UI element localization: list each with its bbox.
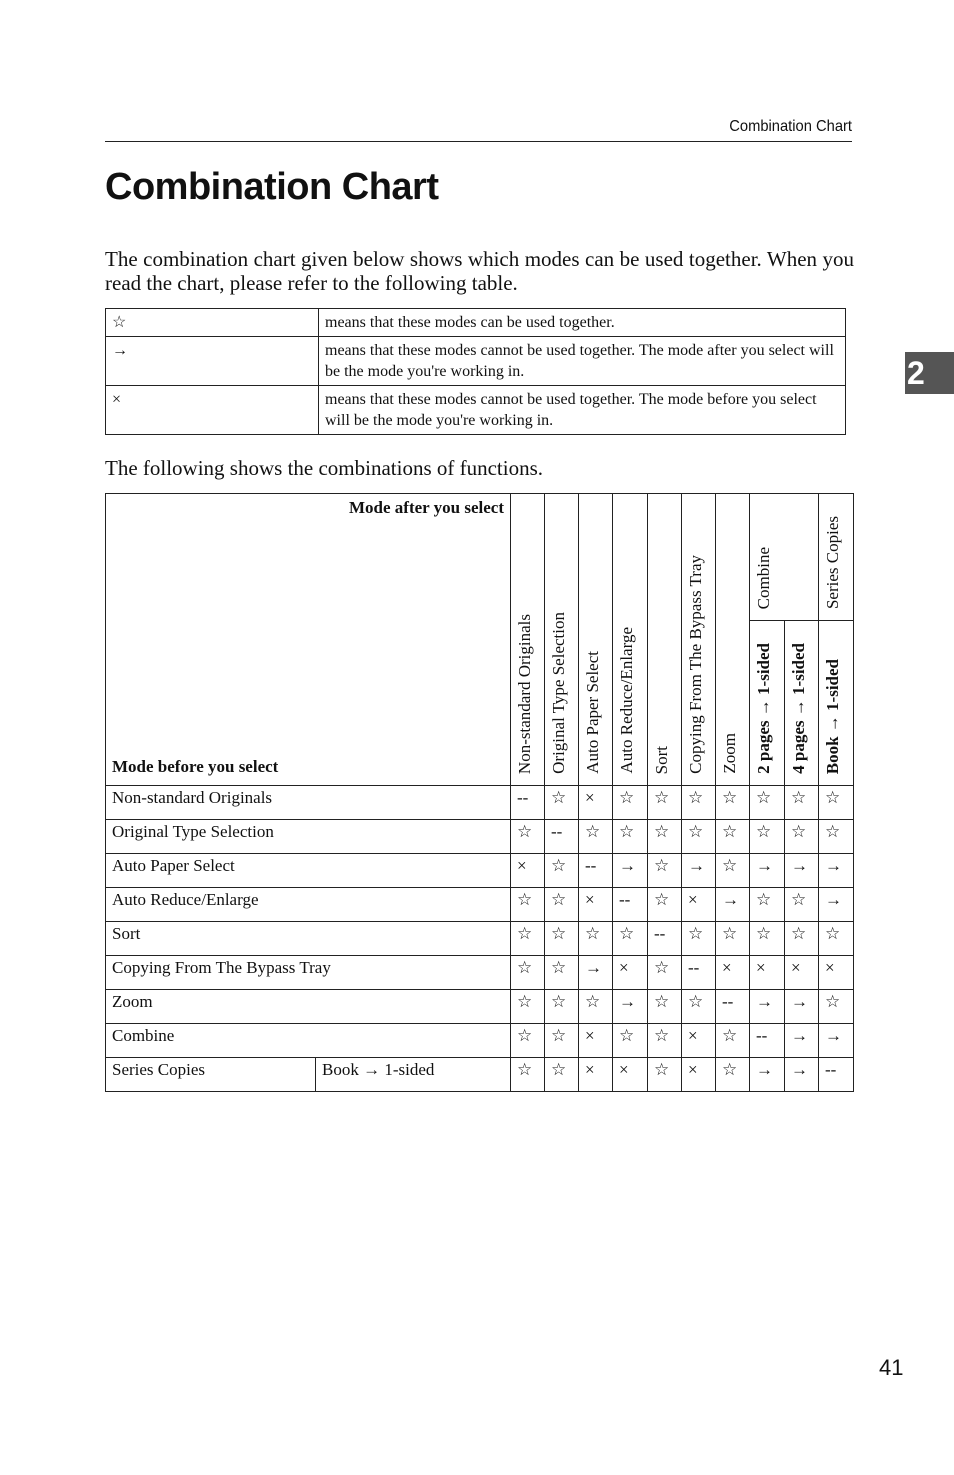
table-cell: ☆ (511, 922, 545, 956)
table-cell: ☆ (545, 786, 579, 820)
table-row (106, 820, 854, 854)
table-cell: × (785, 956, 819, 990)
table-cell: × (613, 1058, 648, 1092)
table-cell: ☆ (579, 990, 613, 1024)
row-label: Series Copies (106, 1058, 316, 1092)
table-cell: ☆ (716, 854, 750, 888)
table-cell: ☆ (545, 956, 579, 990)
table-cell: → (785, 990, 819, 1024)
table-cell: → (819, 888, 854, 922)
table-cell: ☆ (682, 820, 716, 854)
table-cell: × (682, 1024, 716, 1058)
table-cell: ☆ (613, 820, 648, 854)
col-header-book (819, 621, 854, 786)
table-cell: -- (750, 1024, 785, 1058)
legend-symbol: × (106, 386, 319, 435)
combination-table (105, 493, 854, 1092)
table-cell: → (785, 1024, 819, 1058)
row-sublabel: Book → 1-sided (316, 1058, 511, 1092)
legend-description: means that these modes cannot be used together. The mode before you select will be the mode you're working in. (319, 386, 846, 435)
table-cell: → (579, 956, 613, 990)
chapter-tab: 2 (905, 352, 954, 394)
row-label: Zoom (106, 990, 511, 1024)
intro-paragraph: The combination chart given below shows which modes can be used together. When you read the chart, please refer to the following table. (105, 247, 854, 295)
table-cell: ☆ (579, 922, 613, 956)
table-cell: ☆ (750, 922, 785, 956)
table-cell: -- (819, 1058, 854, 1092)
table-cell: ☆ (716, 1024, 750, 1058)
legend-description: means that these modes cannot be used together. The mode after you select will be the mode you're working in. (319, 337, 846, 386)
row-label: Non-standard Originals (106, 786, 511, 820)
table-cell: ☆ (648, 956, 682, 990)
table-cell: × (579, 786, 613, 820)
col-header-bypass-tray (682, 494, 716, 786)
table-cell: → (750, 854, 785, 888)
table-cell: ☆ (648, 786, 682, 820)
col-header-series-copies (819, 494, 854, 621)
table-cell: × (716, 956, 750, 990)
table-cell: ☆ (648, 820, 682, 854)
table-row (106, 956, 854, 990)
table-cell: ☆ (785, 888, 819, 922)
table-cell: → (819, 1024, 854, 1058)
row-label: Copying From The Bypass Tray (106, 956, 511, 990)
table-cell: ☆ (545, 1024, 579, 1058)
table-cell: ☆ (511, 888, 545, 922)
table-cell: ☆ (682, 922, 716, 956)
table-cell: → (750, 1058, 785, 1092)
legend-row (106, 309, 846, 337)
page-title: Combination Chart (105, 166, 439, 208)
table-cell: ☆ (648, 1058, 682, 1092)
col-label: 2 pages → 1-sided (754, 643, 773, 774)
col-label: Zoom (720, 733, 739, 774)
row-label: Combine (106, 1024, 511, 1058)
col-label: Auto Paper Select (583, 651, 602, 774)
col-label: Combine (754, 546, 773, 609)
table-row (106, 854, 854, 888)
header-corner (106, 494, 511, 786)
col-label: 4 pages → 1-sided (789, 643, 808, 774)
col-header-auto-paper (579, 494, 613, 786)
table-cell: ☆ (785, 786, 819, 820)
following-text: The following shows the combinations of functions. (105, 456, 544, 480)
table-row (106, 1058, 854, 1092)
legend-description: means that these modes can be used together. (319, 309, 846, 337)
table-cell: ☆ (613, 922, 648, 956)
table-cell: ☆ (716, 786, 750, 820)
page-number: 41 (879, 1355, 904, 1380)
table-cell: ☆ (819, 990, 854, 1024)
table-cell: ☆ (613, 1024, 648, 1058)
table-cell: -- (613, 888, 648, 922)
table-cell: × (579, 888, 613, 922)
table-cell: × (613, 956, 648, 990)
col-label: Sort (652, 745, 671, 774)
col-label: Non-standard Originals (515, 613, 534, 774)
table-cell: -- (545, 820, 579, 854)
col-header-2pages (750, 621, 785, 786)
mode-after-label: Mode after you select (349, 498, 504, 517)
col-header-auto-reduce (613, 494, 648, 786)
mode-before-label: Mode before you select (112, 757, 279, 776)
table-cell: → (785, 854, 819, 888)
table-cell: ☆ (545, 1058, 579, 1092)
table-cell: ☆ (545, 922, 579, 956)
running-head: Combination Chart (729, 118, 852, 135)
table-cell: ☆ (750, 820, 785, 854)
table-cell: ☆ (511, 1024, 545, 1058)
col-label: Auto Reduce/Enlarge (617, 627, 636, 774)
header-rule (105, 141, 852, 142)
table-cell: -- (682, 956, 716, 990)
table-cell: ☆ (511, 956, 545, 990)
table-cell: ☆ (785, 922, 819, 956)
table-cell: × (682, 1058, 716, 1092)
legend-symbol: → (106, 337, 319, 386)
table-cell: ☆ (511, 820, 545, 854)
col-header-zoom (716, 494, 750, 786)
table-cell: → (682, 854, 716, 888)
legend-table (105, 308, 846, 435)
table-row (106, 1024, 854, 1058)
table-cell: ☆ (682, 786, 716, 820)
col-header-nonstandard (511, 494, 545, 786)
table-row (106, 786, 854, 820)
table-cell: × (750, 956, 785, 990)
row-label: Sort (106, 922, 511, 956)
table-cell: → (750, 990, 785, 1024)
table-cell: ☆ (511, 1058, 545, 1092)
col-label: Series Copies (823, 515, 842, 609)
table-cell: ☆ (648, 854, 682, 888)
table-cell: ☆ (819, 922, 854, 956)
table-cell: ☆ (716, 820, 750, 854)
table-cell: ☆ (511, 990, 545, 1024)
table-cell: ☆ (648, 888, 682, 922)
table-cell: → (819, 854, 854, 888)
table-cell: × (579, 1058, 613, 1092)
table-cell: ☆ (682, 990, 716, 1024)
table-cell: → (613, 990, 648, 1024)
legend-row (106, 386, 846, 435)
col-label: Original Type Selection (549, 612, 568, 774)
table-cell: ☆ (716, 922, 750, 956)
table-cell: → (716, 888, 750, 922)
table-cell: × (579, 1024, 613, 1058)
table-cell: ☆ (819, 820, 854, 854)
table-cell: → (785, 1058, 819, 1092)
table-cell: -- (579, 854, 613, 888)
col-header-4pages (785, 621, 819, 786)
row-label: Auto Paper Select (106, 854, 511, 888)
table-cell: ☆ (613, 786, 648, 820)
table-cell: ☆ (750, 888, 785, 922)
legend-row (106, 337, 846, 386)
table-row (106, 922, 854, 956)
table-cell: ☆ (648, 1024, 682, 1058)
table-cell: -- (648, 922, 682, 956)
col-header-original-type (545, 494, 579, 786)
row-label: Original Type Selection (106, 820, 511, 854)
table-cell: × (682, 888, 716, 922)
table-cell: ☆ (648, 990, 682, 1024)
table-row (106, 990, 854, 1024)
table-cell: ☆ (750, 786, 785, 820)
table-cell: -- (716, 990, 750, 1024)
table-cell: ☆ (545, 990, 579, 1024)
table-cell: ☆ (579, 820, 613, 854)
table-cell: ☆ (545, 888, 579, 922)
table-cell: ☆ (819, 786, 854, 820)
table-cell: × (511, 854, 545, 888)
row-label: Auto Reduce/Enlarge (106, 888, 511, 922)
col-label: Book → 1-sided (823, 658, 842, 774)
table-cell: → (613, 854, 648, 888)
table-row (106, 888, 854, 922)
table-cell: ☆ (545, 854, 579, 888)
table-cell: × (819, 956, 854, 990)
table-cell: -- (511, 786, 545, 820)
col-header-combine (750, 494, 819, 621)
legend-symbol: ☆ (106, 309, 319, 337)
table-cell: ☆ (716, 1058, 750, 1092)
col-label: Copying From The Bypass Tray (686, 555, 705, 774)
table-cell: ☆ (785, 820, 819, 854)
col-header-sort (648, 494, 682, 786)
